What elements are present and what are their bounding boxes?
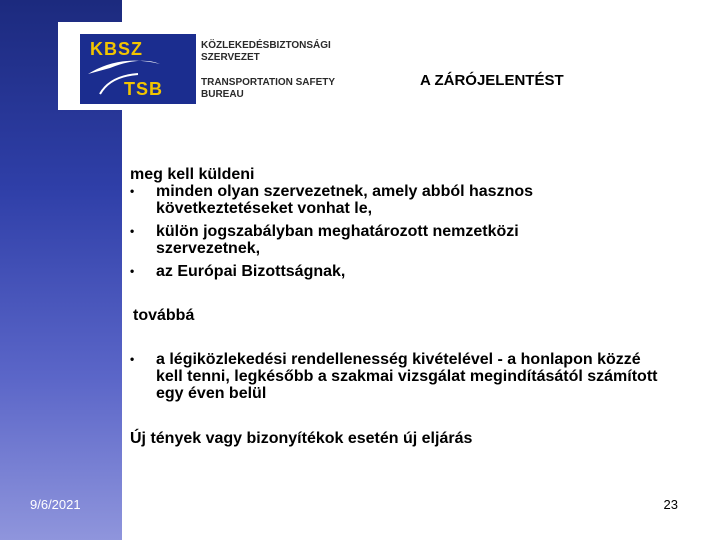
logo-tsb-text: TSB: [124, 79, 163, 99]
list-item: [130, 223, 610, 257]
bullet-icon: •: [130, 224, 135, 238]
list-item-text: külön jogszabályban meghatározott nemzetközi szervezetnek,: [156, 223, 519, 257]
list-item-text: a légiközlekedési rendellenesség kivételével - a honlapon közzé kell tenni, legkésőbb a szakmai vizsgálat megindításától számított egy éven belül: [156, 351, 658, 402]
bullet-icon: •: [130, 264, 135, 278]
org-hu-line: SZERVEZET: [201, 52, 260, 63]
list-item: [130, 183, 610, 217]
page-number: 23: [663, 497, 678, 512]
publication-list: [130, 351, 670, 408]
recipient-list: [130, 183, 610, 286]
list-item: [130, 263, 610, 280]
bullet-icon: •: [130, 352, 135, 366]
list-item: [130, 351, 670, 402]
continuation-text: továbbá: [133, 307, 195, 324]
org-en-line: BUREAU: [201, 89, 244, 100]
list-item-text: az Európai Bizottságnak,: [156, 263, 346, 280]
kbsz-tsb-logo: [80, 34, 196, 104]
org-name-hungarian: [201, 40, 331, 64]
list-item-text: minden olyan szervezetnek, amely abból hasznos következtetéseket vonhat le,: [156, 183, 534, 217]
footer-date: 9/6/2021: [30, 497, 81, 512]
slide-title: A ZÁRÓJELENTÉST: [420, 72, 564, 89]
final-statement: Új tények vagy bizonyítékok esetén új eljárás: [130, 430, 473, 447]
bullet-icon: •: [130, 184, 135, 198]
org-hu-line: KÖZLEKEDÉSBIZTONSÁGI: [201, 40, 331, 51]
logo-kbsz-text: KBSZ: [90, 39, 143, 59]
org-en-line: TRANSPORTATION SAFETY: [201, 77, 336, 88]
org-name-english: [201, 77, 335, 101]
intro-text: meg kell küldeni: [130, 166, 255, 183]
